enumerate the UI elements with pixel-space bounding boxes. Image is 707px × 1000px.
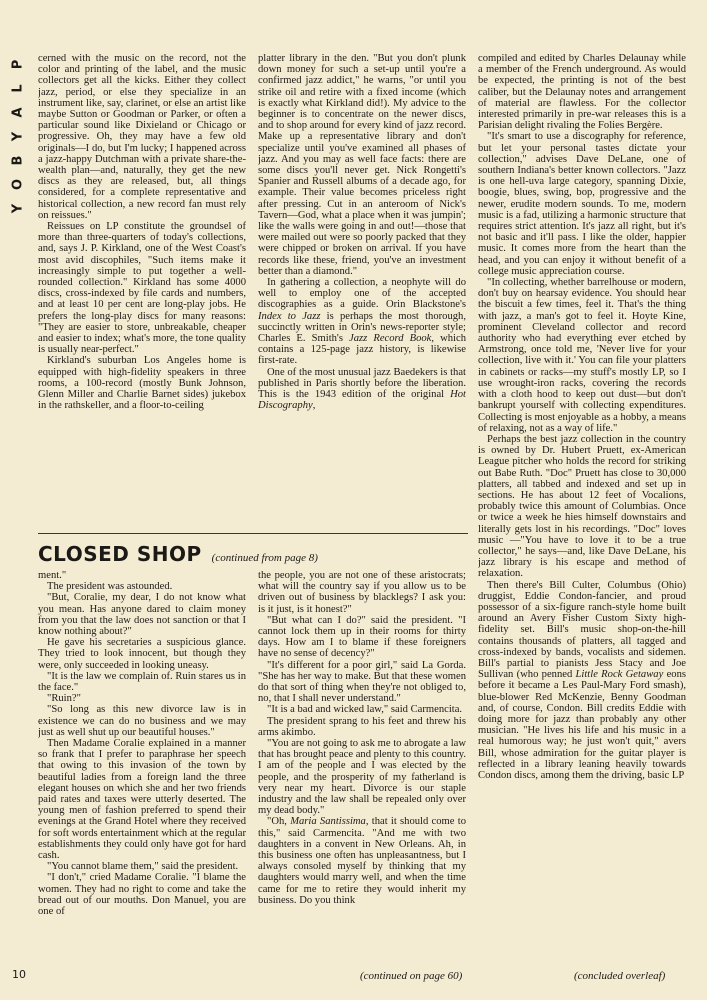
- paragraph: platter library in the den. "But you don't plunk down money for such a set-up until you're a confirmed jazz addict," he warns, "or until you strike oil and retire with a fixed income (which is exactly what Kirkland did!). My advice to the beginner is to concentrate on the newer discs, and to shop around for every kind of jazz record. Make up a representative library and don't specialize until you've examined all phases of jazz. And you may as well face facts: there are some discs you'll never get. Nick Rongetti's Spanier and Russell albums of a decade ago, for example. Their value becomes priceless right after pressing. Cut in an anteroom of Nick's Tavern—God, what a place when it was jumpin'; like the walls were going in and out!—those that were mailed out were so poorly packed that they were chipped or broken on arrival. If you have records like these, friend, you've an investment better than a diamond.": [258, 53, 466, 277]
- paragraph: One of the most unusual jazz Baedekers is that published in Paris shortly before the liberation. This is the 1943 edition of the original Hot Discography,: [258, 366, 466, 412]
- paragraph: "You are not going to ask me to abrogate a law that has brought peace and plenty to this country. I am of the people and I was elected by the people, and the prosperity of my fatherland is very near my heart. Divorce is our staple industry and the law shall be repealed only over my dead body.": [258, 738, 466, 817]
- logo-letter: B: [10, 155, 26, 166]
- logo-letter: L: [10, 84, 26, 93]
- logo-letter: A: [10, 107, 26, 118]
- paragraph: Then Madame Coralie explained in a manner so frank that I prefer to paraphrase her speech that owing to this invasion of the town by beautiful ladies from a foreign land the three elegant houses on which she and her two friends paid rates and taxes were utterly deserted. The young men of fashion preferred to spend their evenings at the Grand Hotel where they received for soft words entertainment which at the regular establishments they could only have got for hard cash.: [38, 738, 246, 862]
- headline-continued-note: (continued from page 8): [211, 552, 318, 564]
- paragraph: The president was astounded.: [47, 581, 173, 593]
- paragraph: He gave his secretaries a suspicious glance. They tried to look innocent, but though they were, only succeeded in looking uneasy.: [38, 637, 246, 671]
- paragraph: "I don't," cried Madame Coralie. "I blame the women. They had no right to come and take the bread out of our mouths. Don Manuel, you are one of: [38, 872, 246, 918]
- closed-shop-headline: [38, 542, 318, 566]
- paragraph: "In collecting, whether barrelhouse or modern, don't buy on hearsay evidence. You should hear the biscuit a few times, feel it. That's the thing with jazz, a man's got to feel it. Hoyte Kine, prominent Cleveland collector and record authority who had everything ever etched by Armstrong, once told me, 'Never live for your collection, live with it.' You can file your platters in cabinets or racks—my stuff's mostly LP, so I use wrought-iron racks, covering the records with a cloth hood to keep out dust—but don't bankrupt yourself with collecting expenditures. Collecting is most enjoyable as a hobby, a means of relaxing, not as a way of life.": [478, 277, 686, 434]
- logo-letter: Y: [10, 203, 26, 214]
- article-column-3: [478, 53, 686, 983]
- continued-on-link[interactable]: (continued on page 60): [360, 970, 463, 982]
- paragraph: "It is the law we complain of. Ruin stares us in the face.": [38, 670, 246, 694]
- paragraph: the people, you are not one of these aristocrats; what will the country say if you allow us to be driven out of business by blacklegs? I ask you: is it just, is it honest?": [258, 570, 466, 615]
- headline-title: CLOSED SHOP: [38, 542, 202, 566]
- paragraph: cerned with the music on the record, not the color and printing of the label, and the music collectors get all the kicks. Either they collect jazz, period, or else they specialize in an instrument like, say, clarinet, or else an artist like maybe Sutton or Goodman or Parker, or often a particular sound like Dixieland or Chicago or progressive. Oh, they may have a few old originals—I do, but I'm lucky; I happened across a jazz-happy Dutchman with a private share-the-wealth plan—and, naturally, they get the new discs as they are released, but, all things considered, for a complete representative and historical collection, a new record fan must rely on reissues.": [38, 53, 246, 221]
- paragraph: Then there's Bill Culter, Columbus (Ohio) druggist, Eddie Condon-fancier, and proud possessor of a six-figure ranch-style home built around an Avery Fisher Custom Sixty high-fidelity set. Bill's music shop-on-the-hill contains thousands of platters, all tagged and cross-indexed by bands, vocalists and sidemen. Bill's partial to pianists Jess Stacy and Joe Sullivan (who penned Little Rock Getaway eons before it became a Les Paul-Mary Ford smash), blue-blower Red McKenzie, Benny Goodman and, of course, Condon. Bill credits Eddie with doing more for jazz than probably any other musician. "He lives his life and his music in a real humorous way; he just won't quit," avers Bill, whose admiration for the guitar player is reflected in a library leaning heavily towards Condon discs, among them the driving, basic LP: [478, 579, 686, 781]
- paragraph: "Oh, Maria Santissima, that it should come to this," said Carmencita. "And me with two daughters in a convent in New Orleans. Ah, in this business one often has unpleasantness, but I always consoled myself by thinking that my daughters would marry well, and when the time came for me to retire they would inherit my business. Do you think: [258, 816, 466, 906]
- logo-letter: Y: [10, 131, 26, 142]
- paragraph: "Ruin?": [47, 693, 81, 705]
- paragraph: "But what can I do?" said the president. "I cannot lock them up in their rooms for thirty days. How am I to blame if these foreigners have no sense of decency?": [258, 614, 466, 660]
- section-divider: [38, 533, 468, 534]
- paragraph: "It is a bad and wicked law," said Carmencita.: [267, 704, 463, 716]
- story-column-2: [258, 570, 466, 962]
- story-column-1: [38, 570, 246, 958]
- paragraph: ment.": [38, 570, 67, 581]
- article-column-2: [258, 53, 466, 525]
- article-column-1: [38, 53, 246, 525]
- paragraph: The president sprang to his feet and threw his arms akimbo.: [258, 715, 466, 738]
- paragraph: "But, Coralie, my dear, I do not know what you mean. Has anyone dared to claim money from you that the law does not sanction or that I know nothing about?": [38, 592, 246, 638]
- logo-letter: O: [10, 178, 26, 191]
- paragraph: In gathering a collection, a neophyte will do well to employ one of the accepted discographies as a guide. Orin Blackstone's Index to Jazz is perhaps the most thorough, succinctly written in Orin's news-reporter style; Charles E. Smith's Jazz Record Book, which contains a 125-page jazz history, is likewise first-rate.: [258, 277, 466, 367]
- paragraph: "You cannot blame them," said the president.: [47, 861, 239, 873]
- concluded-overleaf-link[interactable]: (concluded overleaf): [574, 970, 666, 982]
- paragraph: "So long as this new divorce law is in existence we can do no business and we may just as well shut up our beautiful houses.": [38, 704, 246, 738]
- paragraph: "It's smart to use a discography for reference, but let your personal tastes dictate your collection," advises Dave DeLane, one of southern Indiana's better known collectors. "Jazz is one hell-uva large category, spanning Dixie, boogie, blues, swing, bop, progressive and the newer, erudite modern sounds. To me, modern music is a fad, utilizing a harmonic structure that requires strict attention. It's jazz all right, but it's not basic and it'll pass. I like the older, happier music. It comes more from the heart than the head, and you can enjoy it without benefit of a college music appreciation course.: [478, 131, 686, 277]
- paragraph: Reissues on LP constitute the groundsel of more than three-quarters of today's collections, and, says J. P. Kirkland, one of the West Coast's most avid discophiles, "Such items make it increasingly simple to put together a well-rounded collection." Kirkland has some 4000 discs, cross-indexed by file cards and numbers, and at least 10 per cent are long-play jobs. He prefers the long-play discs for many reasons: "They are easier to store, unbreakable, cheaper and easier to index; what's more, the tone quality is usually near-perfect.": [38, 221, 246, 356]
- logo-letter: P: [10, 59, 26, 70]
- paragraph: "It's different for a poor girl," said La Gorda. "She has her way to make. But that these women do that sort of thing when they're not obliged to, no, that I shall never understand.": [258, 659, 466, 705]
- page-number: 10: [12, 968, 26, 981]
- playboy-sidebar-logo: [8, 58, 28, 226]
- paragraph: Kirkland's suburban Los Angeles home is equipped with high-fidelity speakers in three rooms, a 100-record (mostly Bunk Johnson, Glenn Miller and Charlie Barnet sides) jukebox in the rathskeller, and a floor-to-ceiling: [38, 355, 246, 412]
- paragraph: compiled and edited by Charles Delaunay while a member of the French underground. As would be expected, the printing is not of the best caliber, but the Delaunay notes and arrangement of material are flawless. For the collector interested primarily in pre-war releases this is a Parisian delight rivaling the Folies Bergère.: [478, 53, 686, 132]
- paragraph: Perhaps the best jazz collection in the country is owned by Dr. Hubert Pruett, ex-American League pitcher who holds the record for striking out Babe Ruth. "Doc" Pruett has close to 30,000 platters, all tabbed and indexed and set up in sections. He has about 12 feet of Vocalions, probably twice this amount of Columbias. Once or twice a week he hies himself downstairs and literally gets lost in his recordings. "Doc" loves music —"You have to love it to be a true collector," he says—and, like Dave DeLane, his jazz library is his escape and method of relaxation.: [478, 433, 686, 580]
